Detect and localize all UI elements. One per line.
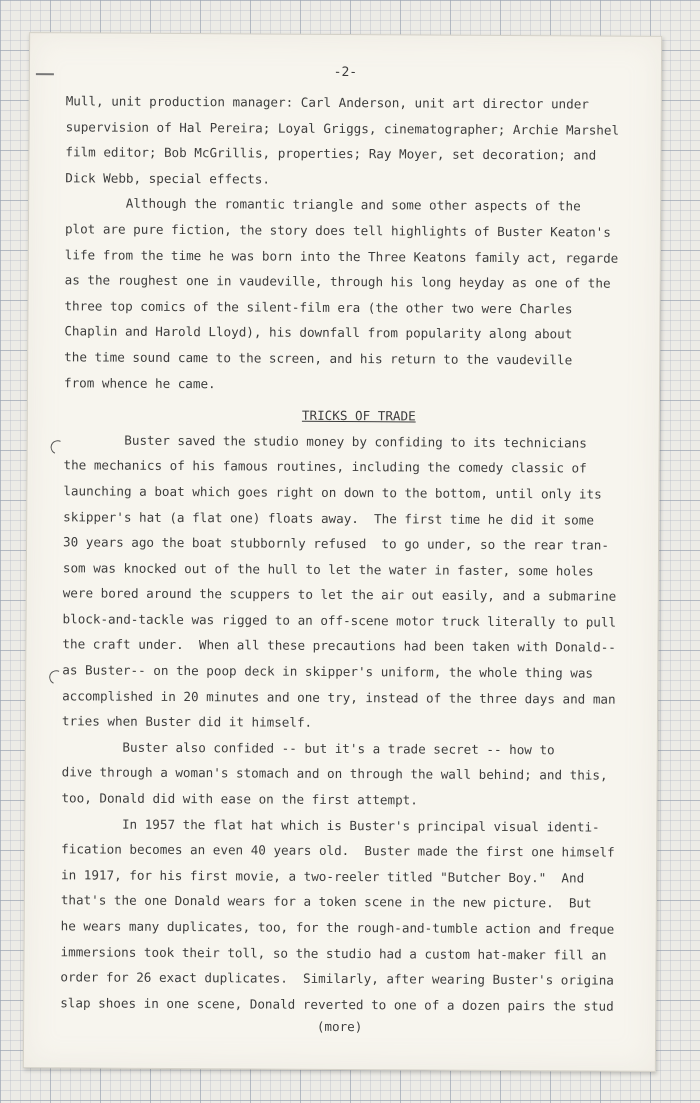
text-line: launching a boat which goes right on down to the bottom, until only its (63, 483, 602, 502)
text-line: 30 years ago the boat stubbornly refused to go under, so the rear tran- (63, 534, 610, 553)
paragraph-credits (65, 88, 656, 194)
text-line: tries when Buster did it himself. (61, 713, 313, 731)
text-line: life from the time he was born into the Three Keatons family act, regarde (64, 246, 619, 266)
text-line: the mechanics of his famous routines, including the comedy classic of (63, 457, 587, 476)
text-line: block-and-tackle was rigged to an off-scene motor truck literally to pull (62, 611, 617, 630)
section-heading: TRICKS OF TRADE (301, 407, 416, 424)
text-line: film editor; Bob McGrillis, properties; Ray Moyer, set decoration; and (65, 144, 597, 163)
text-line: immersions took their toll, so the studio had a custom hat-maker fill an (60, 943, 607, 963)
typewritten-page (23, 32, 662, 1072)
text-line: order for 26 exact duplicates. Similarly, after wearing Buster's origina (60, 969, 614, 988)
text-line: accomplished in 20 minutes and one try, instead of the three days and man (62, 687, 616, 707)
paragraph-dive (61, 734, 651, 814)
text-line: the time sound came to the screen, and his return to the vaudeville (64, 349, 573, 368)
text-line: supervision of Hal Pereira; Loyal Griggs, cinematographer; Archie Marshel (65, 118, 620, 138)
text-line: skipper's hat (a flat one) floats away. The first time he did it some (63, 508, 594, 528)
text-line: Mull, unit production manager: Carl Anderson, unit art director under (65, 93, 589, 112)
text-line: In 1957 the flat hat which is Buster's principal visual identi- (61, 815, 600, 835)
text-line: as Buster-- on the poop deck in skipper's uniform, the whole thing was (62, 662, 594, 681)
text-line: were bored around the scuppers to let the air out easily, and a submarine (62, 585, 617, 604)
text-line: that's the one Donald wears for a token scene in the new picture. But (60, 892, 592, 911)
text-line: the craft under. When all these precautions had been taken with Donald-- (62, 636, 616, 656)
body-text (60, 88, 656, 1019)
text-line: three top comics of the silent-film era (the other two were Charles (64, 298, 573, 317)
text-line: in 1917, for his first movie, a two-reeler titled "Butcher Boy." And (60, 867, 585, 886)
paragraph-hat (60, 811, 651, 1019)
text-line: he wears many duplicates, too, for the rough-and-tumble action and freque (60, 918, 615, 937)
text-line: as the roughest one in vaudeville, through his long heyday as one of the (64, 272, 611, 291)
text-line: from whence he came. (63, 374, 216, 391)
text-line: fication becomes an even 40 years old. Buster made the first one himself (61, 841, 615, 860)
text-line: Although the romantic triangle and some other aspects of the (65, 195, 581, 214)
page-number: -2- (333, 64, 358, 81)
text-line: plot are pure fiction, the story does tell highlights of Buster Keaton's (64, 221, 611, 240)
text-line: som was knocked out of the hull to let the water in faster, some holes (62, 559, 594, 579)
paragraph-boat (62, 427, 654, 738)
text-line: Chaplin and Harold Lloyd), his downfall from popularity along about (64, 323, 573, 342)
continued-footer: (more) (316, 1018, 363, 1035)
text-line: Buster also confided -- but it's a trade secret -- how to (61, 739, 555, 758)
text-line: Buster saved the studio money by confiding to its technicians (63, 432, 587, 451)
paragraph-story (64, 191, 655, 399)
text-line: too, Donald did with ease on the first attempt. (61, 790, 418, 808)
text-line: slap shoes in one scene, Donald reverted to one of a dozen pairs the stud (60, 995, 614, 1014)
text-line: Dick Webb, special effects. (65, 170, 271, 187)
text-line: dive through a woman's stomach and on through the wall behind; and this, (61, 764, 608, 784)
